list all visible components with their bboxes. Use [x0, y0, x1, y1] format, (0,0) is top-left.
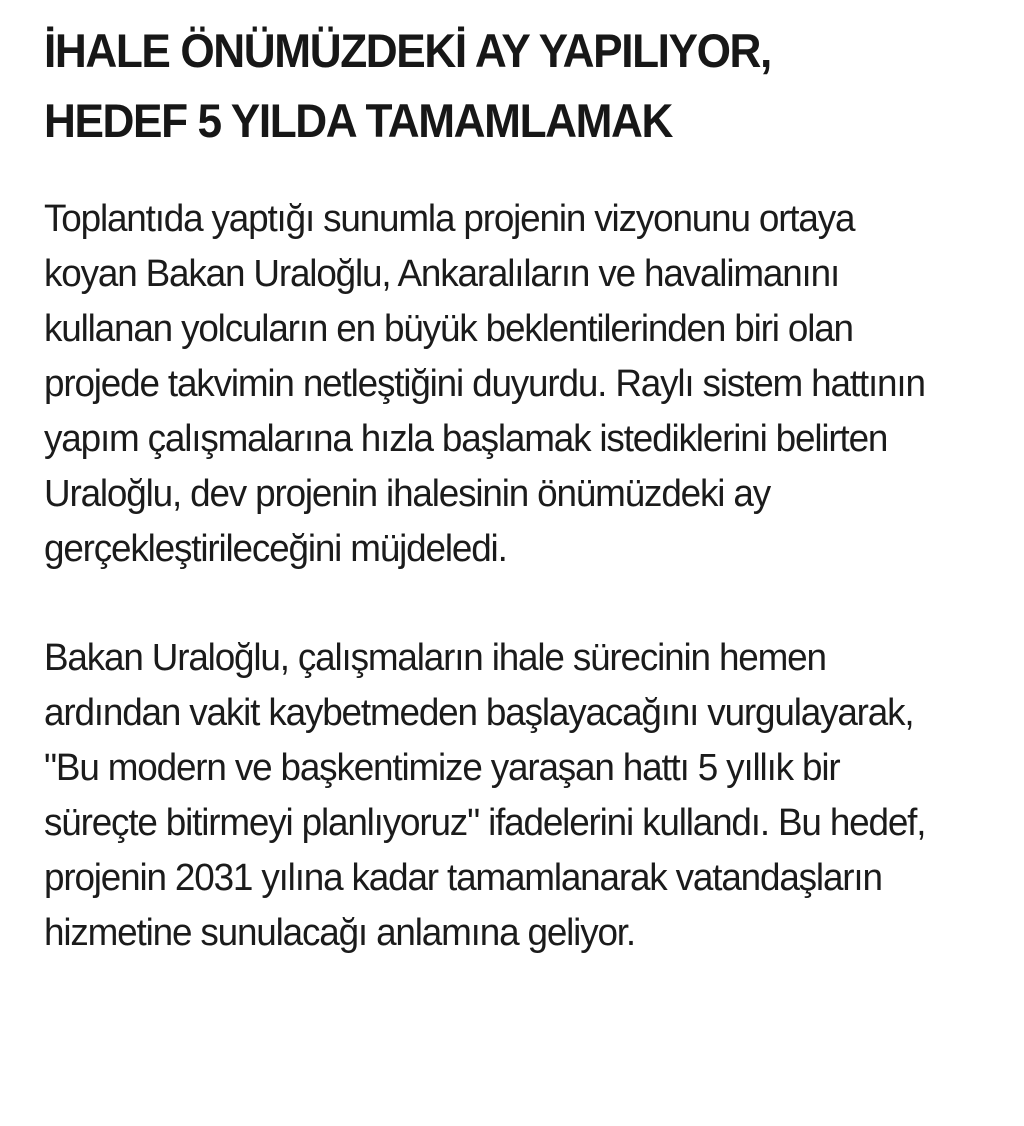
article-paragraph-2: Bakan Uraloğlu, çalışmaların ihale sürecinin hemen ardından vakit kaybetmeden başlayacağını vurgulayarak, "Bu modern ve başkentimize yaraşan hattı 5 yıllık bir süreçte bitirmeyi planlıyoruz" ifadelerini kullandı. Bu hedef, projenin 2031 yılına kadar tamamlanarak vatandaşların hizmetine sunulacağı anlamına geliyor.	[44, 637, 926, 954]
article-headline: İHALE ÖNÜMÜZDEKİ AY YAPILIYOR, HEDEF 5 YILDA TAMAMLAMAK	[44, 24, 771, 147]
article-paragraph-1: Toplantıda yaptığı sunumla projenin vizyonunu ortaya koyan Bakan Uraloğlu, Ankaralıların ve havalimanını kullanan yolcuların en büyük beklentilerinden biri olan projede takvimin netleştiğini duyurdu. Raylı sistem hattının yapım çalışmalarına hızla başlamak istediklerini belirten Uraloğlu, dev projenin ihalesinin önümüzdeki ay gerçekleştirileceğini müjdeledi.	[44, 198, 925, 570]
